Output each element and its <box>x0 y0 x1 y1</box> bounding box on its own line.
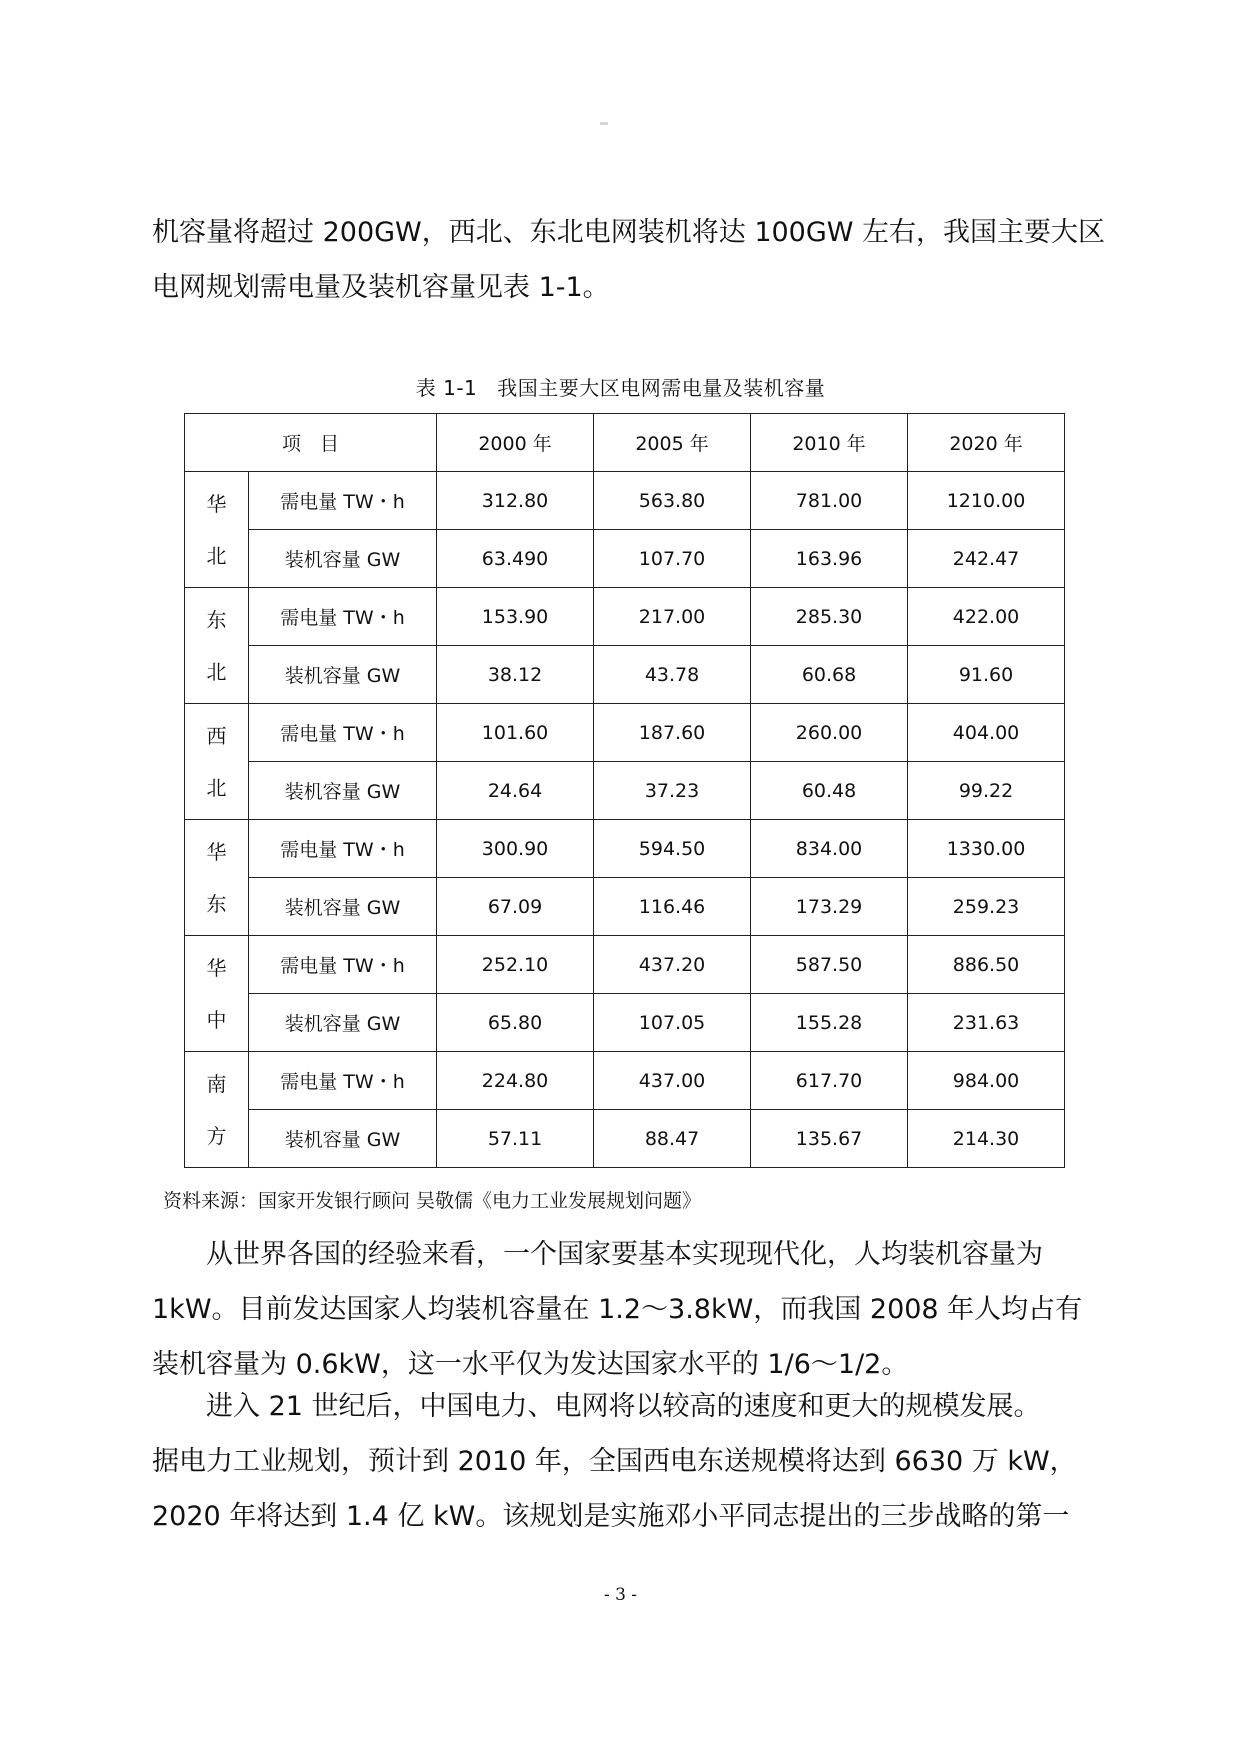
text-line: 机容量将超过 200GW，西北、东北电网装机将达 100GW 左右，我国主要大区 <box>152 217 1106 248</box>
value-cell: 107.70 <box>594 530 751 588</box>
value-cell: 422.00 <box>908 588 1065 646</box>
region-name-cell <box>185 1052 249 1168</box>
value-cell: 214.30 <box>908 1110 1065 1168</box>
region-name-char: 方 <box>206 1123 227 1148</box>
text-line: 从世界各国的经验来看，一个国家要基本实现现代化，人均装机容量为 <box>152 1239 1043 1270</box>
value-cell: 88.47 <box>594 1110 751 1168</box>
region-name-cell <box>185 704 249 820</box>
metric-cell: 需电量 TW・h <box>249 1052 437 1110</box>
value-cell: 594.50 <box>594 820 751 878</box>
table-row <box>185 762 1065 820</box>
metric-cell: 装机容量 GW <box>249 762 437 820</box>
value-cell: 24.64 <box>437 762 594 820</box>
table-caption <box>0 372 1241 401</box>
region-name-cell <box>185 936 249 1052</box>
metric-cell: 装机容量 GW <box>249 646 437 704</box>
value-cell: 163.96 <box>751 530 908 588</box>
value-cell: 886.50 <box>908 936 1065 994</box>
header-mark <box>600 122 608 125</box>
table-source: 资料来源：国家开发银行顾问 吴敬儒《电力工业发展规划问题》 <box>163 1190 702 1212</box>
metric-cell: 需电量 TW・h <box>249 472 437 530</box>
value-cell: 1330.00 <box>908 820 1065 878</box>
region-name-char: 南 <box>206 1071 227 1096</box>
value-cell: 43.78 <box>594 646 751 704</box>
value-cell: 312.80 <box>437 472 594 530</box>
region-name-char: 东 <box>206 607 227 632</box>
region-name-char: 中 <box>206 1007 227 1032</box>
value-cell: 107.05 <box>594 994 751 1052</box>
table-row <box>185 820 1065 878</box>
table-row <box>185 530 1065 588</box>
header-year: 2000 年 <box>437 414 594 472</box>
region-name-char: 华 <box>206 955 227 980</box>
value-cell: 404.00 <box>908 704 1065 762</box>
region-name-char: 北 <box>206 659 227 684</box>
value-cell: 1210.00 <box>908 472 1065 530</box>
header-year: 2005 年 <box>594 414 751 472</box>
value-cell: 260.00 <box>751 704 908 762</box>
table-row <box>185 704 1065 762</box>
grid-demand-table <box>184 413 1065 1168</box>
value-cell: 101.60 <box>437 704 594 762</box>
value-cell: 57.11 <box>437 1110 594 1168</box>
text-line: 装机容量为 0.6kW，这一水平仅为发达国家水平的 1/6～1/2。 <box>152 1349 909 1380</box>
text-line: 电网规划需电量及装机容量见表 1-1。 <box>152 272 610 303</box>
page-number: - 3 - <box>603 1585 638 1605</box>
region-name-cell <box>185 588 249 704</box>
intro-paragraph <box>152 205 1106 315</box>
metric-cell: 装机容量 GW <box>249 994 437 1052</box>
value-cell: 99.22 <box>908 762 1065 820</box>
value-cell: 437.20 <box>594 936 751 994</box>
table-row <box>185 646 1065 704</box>
table-caption-number: 表 1-1 <box>415 376 478 400</box>
region-name-char: 北 <box>206 775 227 800</box>
table-row <box>185 588 1065 646</box>
value-cell: 135.67 <box>751 1110 908 1168</box>
header-year: 2020 年 <box>908 414 1065 472</box>
text-line: 2020 年将达到 1.4 亿 kW。该规划是实施邓小平同志提出的三步战略的第一 <box>152 1501 1070 1532</box>
value-cell: 437.00 <box>594 1052 751 1110</box>
value-cell: 38.12 <box>437 646 594 704</box>
value-cell: 91.60 <box>908 646 1065 704</box>
metric-cell: 需电量 TW・h <box>249 820 437 878</box>
value-cell: 63.490 <box>437 530 594 588</box>
metric-cell: 装机容量 GW <box>249 1110 437 1168</box>
value-cell: 187.60 <box>594 704 751 762</box>
table-row <box>185 472 1065 530</box>
value-cell: 242.47 <box>908 530 1065 588</box>
region-name-char: 华 <box>206 491 227 516</box>
table-header-row <box>185 414 1065 472</box>
value-cell: 617.70 <box>751 1052 908 1110</box>
value-cell: 67.09 <box>437 878 594 936</box>
table-row <box>185 994 1065 1052</box>
value-cell: 231.63 <box>908 994 1065 1052</box>
value-cell: 259.23 <box>908 878 1065 936</box>
metric-cell: 需电量 TW・h <box>249 588 437 646</box>
metric-cell: 装机容量 GW <box>249 878 437 936</box>
value-cell: 252.10 <box>437 936 594 994</box>
value-cell: 300.90 <box>437 820 594 878</box>
value-cell: 984.00 <box>908 1052 1065 1110</box>
region-name-char: 北 <box>206 543 227 568</box>
text-line: 1kW。目前发达国家人均装机容量在 1.2～3.8kW，而我国 2008 年人均占有 <box>152 1294 1083 1325</box>
value-cell: 153.90 <box>437 588 594 646</box>
table-row <box>185 1110 1065 1168</box>
region-name-char: 西 <box>206 723 227 748</box>
value-cell: 224.80 <box>437 1052 594 1110</box>
table-row <box>185 936 1065 994</box>
value-cell: 37.23 <box>594 762 751 820</box>
header-item: 项 目 <box>185 414 437 472</box>
value-cell: 285.30 <box>751 588 908 646</box>
value-cell: 217.00 <box>594 588 751 646</box>
value-cell: 60.48 <box>751 762 908 820</box>
region-name-cell <box>185 472 249 588</box>
value-cell: 116.46 <box>594 878 751 936</box>
value-cell: 173.29 <box>751 878 908 936</box>
text-line: 据电力工业规划，预计到 2010 年，全国西电东送规模将达到 6630 万 kW， <box>152 1446 1077 1477</box>
region-name-char: 东 <box>206 891 227 916</box>
metric-cell: 需电量 TW・h <box>249 704 437 762</box>
metric-cell: 需电量 TW・h <box>249 936 437 994</box>
value-cell: 563.80 <box>594 472 751 530</box>
text-line: 进入 21 世纪后，中国电力、电网将以较高的速度和更大的规模发展。 <box>152 1391 1041 1422</box>
paragraph-development <box>152 1379 1097 1544</box>
metric-cell: 装机容量 GW <box>249 530 437 588</box>
region-name-cell <box>185 820 249 936</box>
table-row <box>185 1052 1065 1110</box>
value-cell: 834.00 <box>751 820 908 878</box>
value-cell: 65.80 <box>437 994 594 1052</box>
value-cell: 60.68 <box>751 646 908 704</box>
paragraph-per-capita <box>152 1227 1097 1392</box>
value-cell: 155.28 <box>751 994 908 1052</box>
table-row <box>185 878 1065 936</box>
table-caption-title: 我国主要大区电网需电量及装机容量 <box>497 376 826 400</box>
table-body <box>185 472 1065 1168</box>
value-cell: 781.00 <box>751 472 908 530</box>
header-year: 2010 年 <box>751 414 908 472</box>
region-name-char: 华 <box>206 839 227 864</box>
value-cell: 587.50 <box>751 936 908 994</box>
